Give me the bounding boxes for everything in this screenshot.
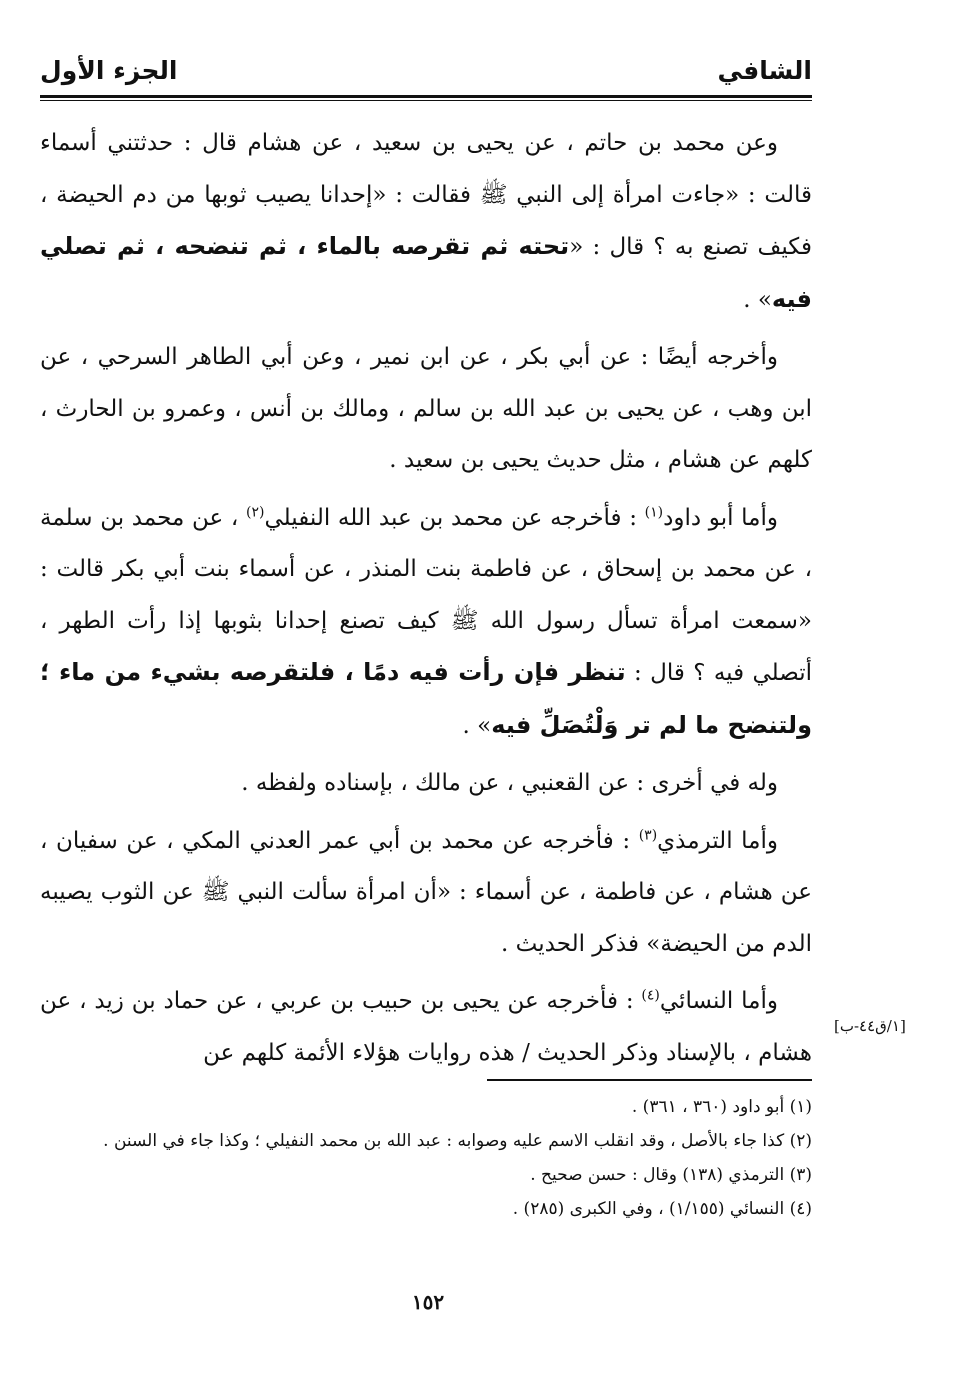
hadith-quote-bold: تنظر فإن رأت فيه دمًا ، فلتقرصه بشيء من ماء ؛ ولتنضح ما لم تر وَلْتُصَلِّ فيه (40, 658, 812, 739)
header-rule-thick (40, 95, 812, 98)
footnote-ref-4[interactable]: (٤) (641, 987, 660, 1004)
footnote-2: (٢) كذا جاء بالأصل ، وقد انقلب الاسم عليه وصوابه : عبد الله بن محمد النفيلي ؛ وكذا جاء في السنن . (103, 1131, 812, 1151)
paragraph-6: وأما النسائي$^{(٤)}$ : فأخرجه عن يحيى بن حبيب بن عربي ، عن حماد بن زيد ، عن هشام ، بالإسناد وذكر الحديث / هذه روايات هؤلاء الأئمة كلهم عن (40, 987, 812, 1066)
header-rule-thin (40, 100, 812, 101)
footnote-3: (٣) الترمذي (١٣٨) وقال : حسن صحيح . (530, 1165, 812, 1185)
paragraph-4: وله في أخرى : عن القعنبي ، عن مالك ، بإسناده ولفظه . (241, 770, 778, 796)
footnote-separator (487, 1079, 812, 1081)
running-header (40, 50, 812, 90)
book-title: الشافي (717, 56, 812, 85)
paragraph-1: وعن محمد بن حاتم ، عن يحيى بن سعيد ، عن هشام قال : حدثتني أسماء قالت : «جاءت امرأة إلى النبي ﷺ فقالت : «إحدانا يصيب ثوبها من دم الحيضة ، فكيف تصنع به ؟ قال : «تحته ثم تقرصه بالماء ، ثم تنضحه ، ثم تصلي فيه» . (40, 130, 812, 313)
page-number: ١٥٢ (411, 1290, 445, 1314)
manuscript-folio-note: [١/ق٤٤-ب] (834, 1017, 906, 1035)
paragraph-3: وأما أبو داود$^{(١)}$ : فأخرجه عن محمد بن عبد الله النفيلي$^{(٢)}$ ، عن محمد بن سلمة ، عن محمد بن إسحاق ، عن فاطمة بنت المنذر ، عن أسماء بنت أبي بكر قالت : «سمعت امرأة تسأل رسول الله ﷺ كيف تصنع إحدانا بثوبها إذا رأت الطهر ، أتصلي فيه ؟ قال : تنظر فإن رأت فيه دمًا ، فلتقرصه بشيء من ماء ؛ ولتنضح ما لم تر وَلْتُصَلِّ فيه» . (40, 503, 812, 739)
footnote-4: (٤) النسائي (١/١٥٥) ، وفي الكبرى (٢٨٥) . (512, 1199, 812, 1219)
footnote-ref-2[interactable]: (٢) (246, 503, 265, 520)
footnote-1: (١) أبو داود (٣٦٠ ، ٣٦١) . (631, 1097, 812, 1117)
footnote-ref-1[interactable]: (١) (644, 503, 664, 520)
paragraph-2: وأخرجه أيضًا : عن أبي بكر ، عن ابن نمير ، وعن أبي الطاهر السرحي ، عن ابن وهب ، عن يحيى بن عبد الله بن سالم ، ومالك بن أنس ، وعمرو بن الحارث ، كلهم عن هشام ، مثل حديث يحيى بن سعيد . (40, 344, 812, 473)
footnotes (40, 1090, 812, 1226)
main-text (40, 118, 812, 1085)
hadith-quote-bold: تحته ثم تقرصه بالماء ، ثم تنضحه ، ثم تصلي فيه (40, 232, 812, 313)
paragraph-5: وأما الترمذي$^{(٣)}$ : فأخرجه عن محمد بن أبي عمر العدني المكي ، عن سفيان ، عن هشام ، عن فاطمة ، عن أسماء : «أن امرأة سألت النبي ﷺ عن الثوب يصيبه الدم من الحيضة» فذكر الحديث . (40, 826, 812, 957)
part-label: الجزء الأول (40, 56, 178, 85)
footnote-ref-3[interactable]: (٣) (638, 826, 658, 843)
